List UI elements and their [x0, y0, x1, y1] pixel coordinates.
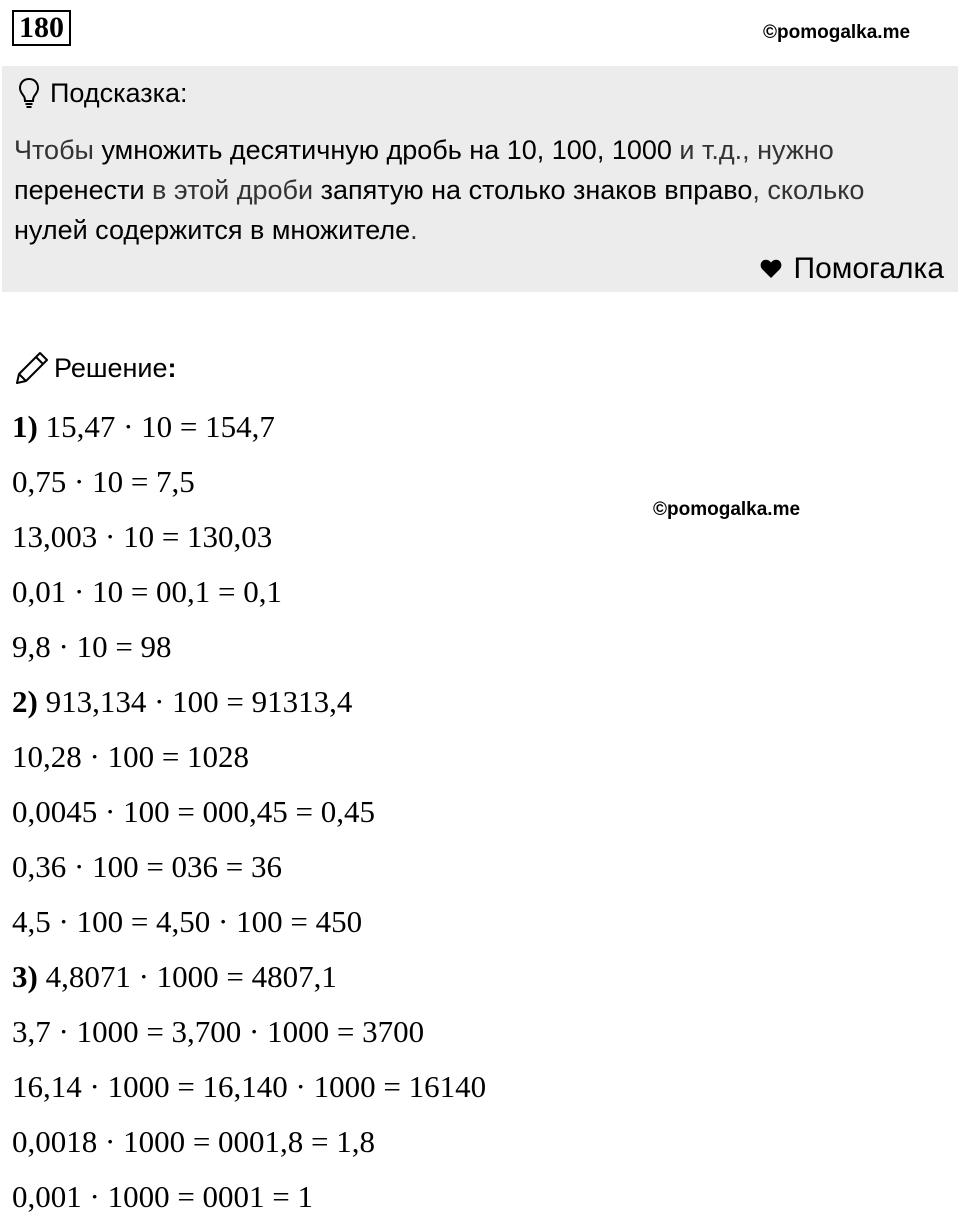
solution-line: [12, 404, 486, 459]
solution-line: [12, 459, 486, 514]
solution-line: [12, 734, 486, 789]
part-number: 1): [12, 409, 38, 444]
equation: 15,47 · 10 = 154,7: [37, 409, 275, 444]
hint-emphasis: запятую на столько знаков вправо: [320, 175, 753, 205]
solution-line: [12, 1009, 486, 1064]
solution-lines: [12, 404, 486, 1229]
hint-brand: [760, 252, 945, 286]
hint-text: [14, 130, 934, 250]
equation: 0,01 · 10 = 00,1 = 0,1: [12, 574, 283, 609]
hint-run: , сколько: [752, 175, 865, 205]
watermark-top: ©pomogalka.me: [763, 22, 911, 43]
equation: 0,75 · 10 = 7,5: [12, 464, 195, 499]
watermark-middle: ©pomogalka.me: [653, 499, 801, 520]
hint-emphasis: нулей содержится в множителе: [14, 215, 411, 245]
hint-box: [2, 66, 958, 292]
heart-icon: [760, 259, 782, 279]
part-number: 2): [12, 684, 38, 719]
solution-line: [12, 789, 486, 844]
hint-run: и т.д., нужно: [671, 135, 834, 165]
equation: 13,003 · 10 = 130,03: [12, 519, 273, 554]
hint-run: .: [410, 215, 418, 245]
solution-title: Решение:: [54, 352, 177, 383]
equation: 3,7 · 1000 = 3,700 · 1000 = 3700: [12, 1014, 425, 1049]
pencil-icon: [14, 350, 50, 386]
equation: 10,28 · 100 = 1028: [12, 739, 250, 774]
equation: 16,14 · 1000 = 16,140 · 1000 = 16140: [12, 1069, 487, 1104]
brand-name: Помогалка: [793, 252, 944, 285]
solution-line: [12, 954, 486, 1009]
equation: 0,36 · 100 = 036 = 36: [12, 849, 283, 884]
solution-line: [12, 1064, 486, 1119]
solution-line: [12, 899, 486, 954]
solution-line: [12, 844, 486, 899]
hint-run: в этой дроби: [144, 175, 321, 205]
lightbulb-icon: [18, 77, 40, 109]
hint-emphasis: перенести: [14, 175, 145, 205]
solution-line: [12, 1174, 486, 1229]
equation: 9,8 · 10 = 98: [12, 629, 172, 664]
solution-header: [14, 350, 177, 386]
hint-emphasis: умножить десятичную дробь на 10, 100, 1000: [101, 135, 672, 165]
solution-line: [12, 514, 486, 569]
solution-line: [12, 624, 486, 679]
equation: 913,134 · 100 = 91313,4: [37, 684, 353, 719]
equation: 0,001 · 1000 = 0001 = 1: [12, 1179, 314, 1214]
solution-line: [12, 1119, 486, 1174]
equation: 4,5 · 100 = 4,50 · 100 = 450: [12, 904, 363, 939]
hint-header: [18, 78, 188, 108]
task-number: 180: [12, 10, 71, 46]
equation: 4,8071 · 1000 = 4807,1: [37, 959, 337, 994]
part-number: 3): [12, 959, 38, 994]
solution-line: [12, 569, 486, 624]
hint-run: Чтобы: [14, 135, 102, 165]
hint-title: Подсказка:: [50, 77, 188, 108]
equation: 0,0045 · 100 = 000,45 = 0,45: [12, 794, 376, 829]
solution-line: [12, 679, 486, 734]
equation: 0,0018 · 1000 = 0001,8 = 1,8: [12, 1124, 376, 1159]
